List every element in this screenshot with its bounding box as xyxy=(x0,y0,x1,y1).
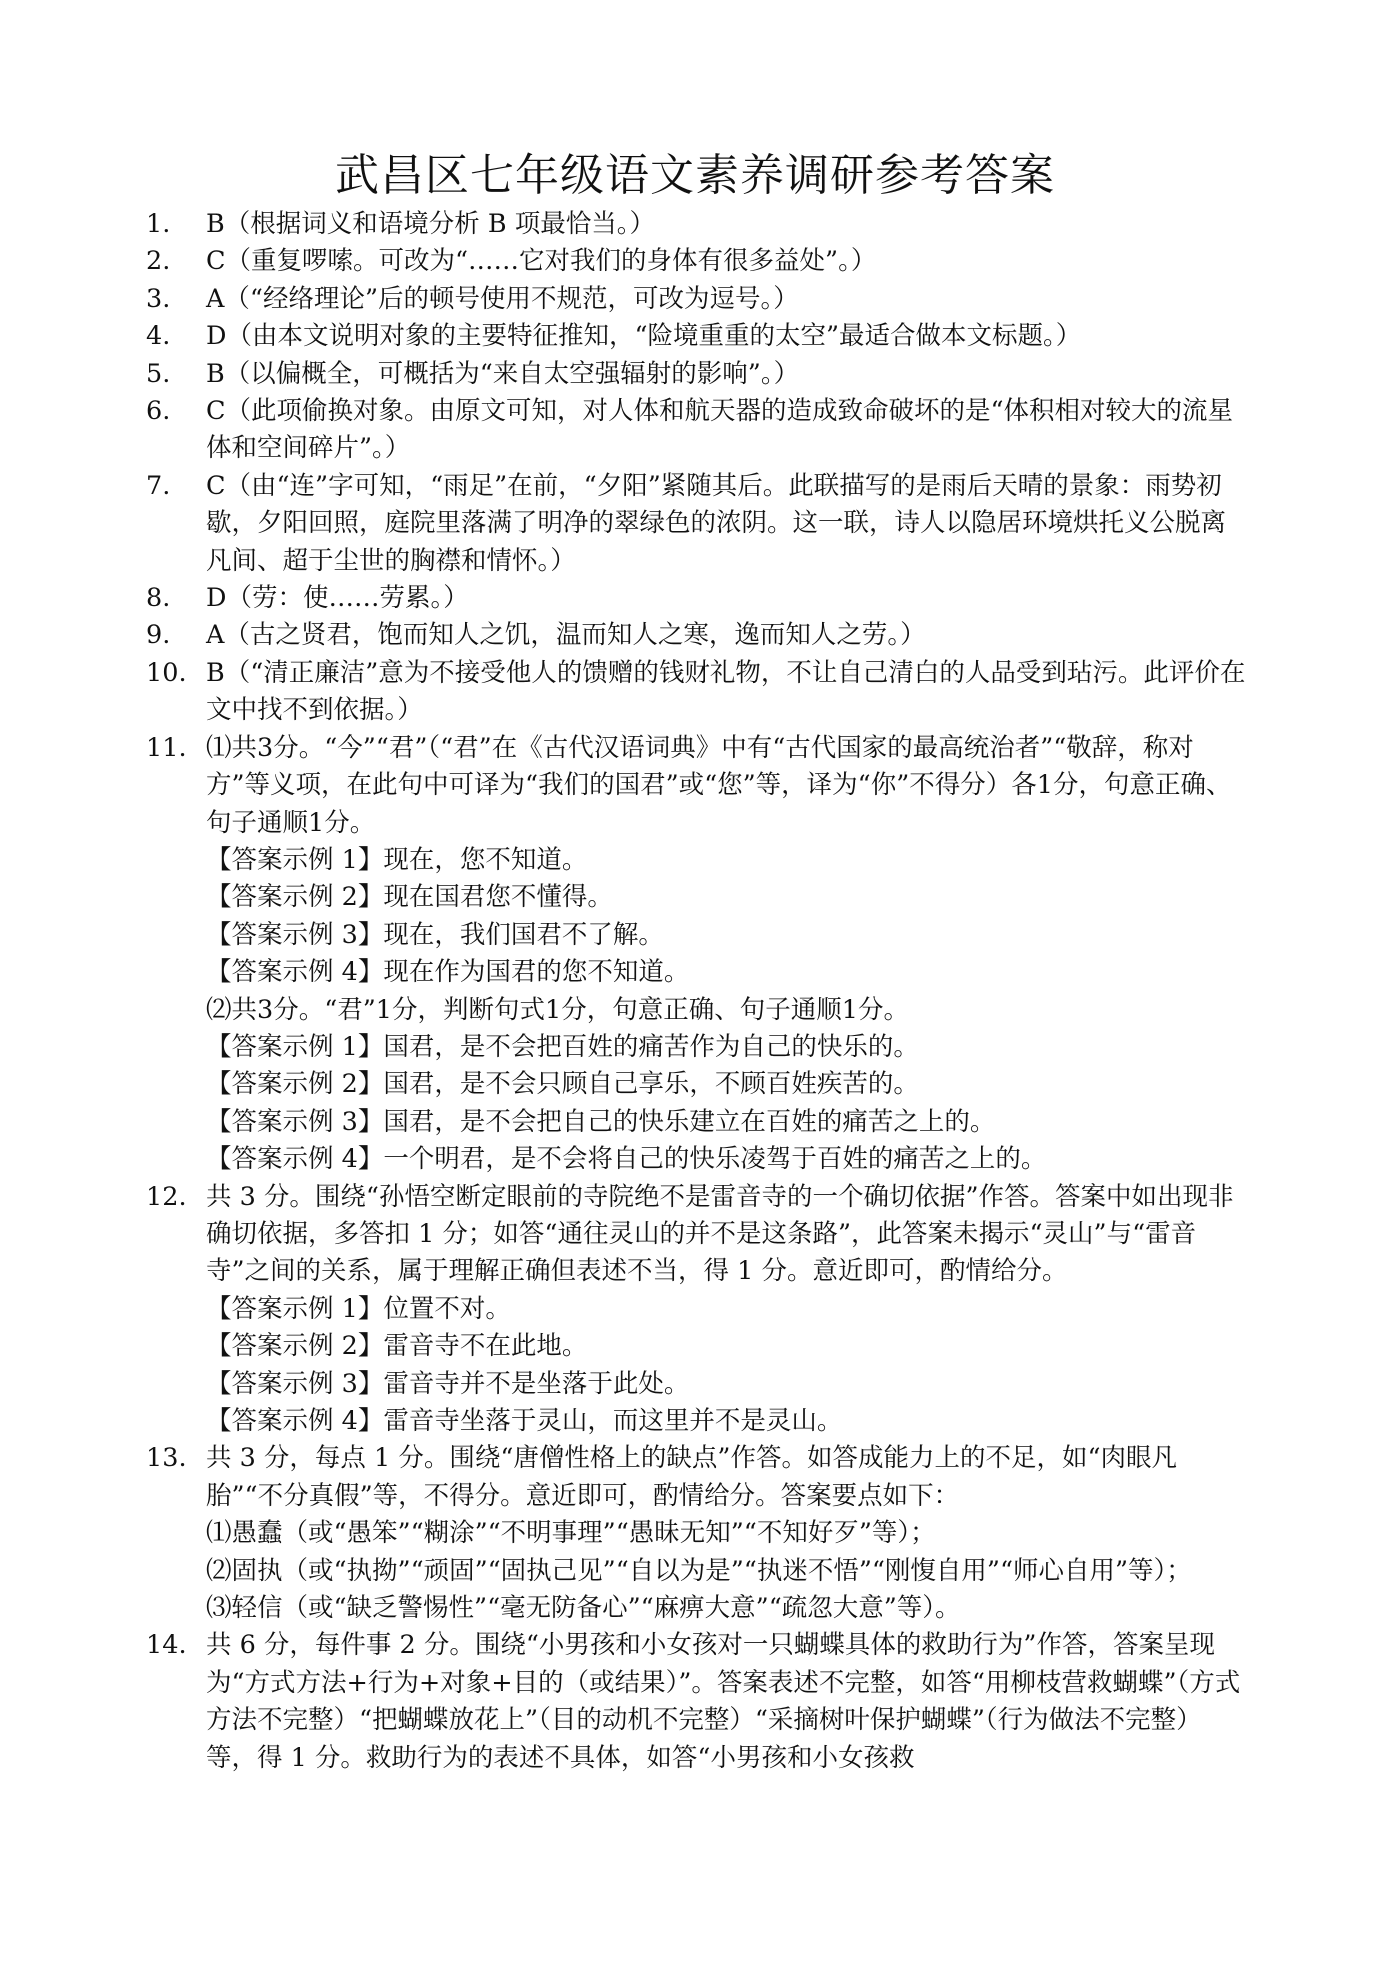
answer-line: A（“经络理论”后的顿号使用不规范，可改为逗号。） xyxy=(206,283,799,314)
answer-line: C（重复啰嗦。可改为“……它对我们的身体有很多益处”。） xyxy=(206,246,877,277)
answer-item xyxy=(146,655,1246,730)
answer-body xyxy=(206,356,1246,393)
answer-body xyxy=(206,243,1246,280)
answer-number: 6. xyxy=(146,396,171,427)
answer-body xyxy=(206,206,1246,243)
answer-item xyxy=(146,468,1246,580)
answer-item xyxy=(146,281,1246,318)
answer-number: 7. xyxy=(146,470,171,501)
answer-number: 3. xyxy=(146,283,171,314)
answer-line: ⑶轻信（或“缺乏警惕性”“毫无防备心”“麻痹大意”“疏忽大意”等）。 xyxy=(206,1593,961,1624)
answer-item xyxy=(146,1440,1246,1627)
answer-item xyxy=(146,393,1246,468)
answer-body xyxy=(206,1179,1246,1441)
answer-body xyxy=(206,1440,1246,1627)
answer-body xyxy=(206,655,1246,730)
answer-body xyxy=(206,468,1246,580)
answer-number: 11. xyxy=(146,732,187,763)
answer-line: 【答案示例 4】雷音寺坐落于灵山，而这里并不是灵山。 xyxy=(206,1406,843,1436)
answer-line: B（以偏概全，可概括为“来自太空强辐射的影响”。） xyxy=(206,358,800,389)
answer-line: B（根据词义和语境分析 B 项最恰当。） xyxy=(206,209,655,239)
answer-body xyxy=(206,580,1246,617)
answer-body xyxy=(206,281,1246,318)
answer-item xyxy=(146,356,1246,393)
answer-number: 10. xyxy=(146,657,187,688)
answer-item xyxy=(146,580,1246,617)
answer-line: C（此项偷换对象。由原文可知，对人体和航天器的造成致命破坏的是“体积相对较大的流星体和空间碎片”。） xyxy=(206,396,1234,464)
answer-line: 【答案示例 3】国君，是不会把自己的快乐建立在百姓的痛苦之上的。 xyxy=(206,1106,996,1137)
answer-line: D（劳：使……劳累。） xyxy=(206,583,469,614)
answer-item xyxy=(146,206,1246,243)
answer-number: 2. xyxy=(146,246,171,277)
answer-item xyxy=(146,243,1246,280)
answer-number: 13. xyxy=(146,1443,187,1474)
answer-line: 【答案示例 4】一个明君，是不会将自己的快乐凌驾于百姓的痛苦之上的。 xyxy=(206,1144,1047,1175)
answer-number: 8. xyxy=(146,583,171,614)
answer-line: 共 3 分，每点 1 分。围绕“唐僧性格上的缺点”作答。如答成能力上的不足，如“肉眼凡胎”“不分真假”等，不得分。意近即可，酌情给分。答案要点如下： xyxy=(206,1443,1177,1511)
answer-item xyxy=(146,617,1246,654)
answer-line: B（“清正廉洁”意为不接受他人的馈赠的钱财礼物，不让自己清白的人品受到玷污。此评价在文中找不到依据。） xyxy=(206,657,1246,726)
answer-number: 1. xyxy=(146,209,171,239)
answer-line: 【答案示例 2】现在国君您不懂得。 xyxy=(206,882,613,913)
answer-body xyxy=(206,730,1246,1179)
answer-number: 4. xyxy=(146,321,171,352)
answer-item xyxy=(146,1179,1246,1441)
answer-number: 14. xyxy=(146,1630,187,1661)
answer-line: 共 3 分。围绕“孙悟空断定眼前的寺院绝不是雷音寺的一个确切依据”作答。答案中如出现非确切依据，多答扣 1 分；如答“通往灵山的并不是这条路”，此答案未揭示“灵山”与“雷音寺”之间的关系，属于理解正确但表述不当，得 1 分。意近即可，酌情给分。 xyxy=(206,1181,1234,1287)
answer-line: 【答案示例 3】现在，我们国君不了解。 xyxy=(206,919,664,950)
answer-line: 【答案示例 1】国君，是不会把百姓的痛苦作为自己的快乐的。 xyxy=(206,1031,919,1062)
answer-line: 共 6 分，每件事 2 分。围绕“小男孩和小女孩对一只蝴蝶具体的救助行为”作答，答案呈现为“方式方法+行为+对象+目的（或结果）”。答案表述不完整，如答“用柳枝营救蝴蝶”（方式方法不完整）“把蝴蝶放花上”（目的动机不完整）“采摘树叶保护蝴蝶”（行为做法不完整）等，得 1 分。救助行为的表述不具体，如答“小男孩和小女孩救 xyxy=(206,1630,1241,1773)
answer-item xyxy=(146,730,1246,1179)
answer-body xyxy=(206,617,1246,654)
answer-line: 【答案示例 3】雷音寺并不是坐落于此处。 xyxy=(206,1368,690,1399)
answer-line: ⑵共3分。“君”1分，判断句式1分，句意正确、句子通顺1分。 xyxy=(206,994,909,1025)
answer-body xyxy=(206,393,1246,468)
answer-body xyxy=(206,318,1246,355)
answer-item xyxy=(146,318,1246,355)
answer-line: 【答案示例 1】现在，您不知道。 xyxy=(206,844,588,875)
answer-line: 【答案示例 2】雷音寺不在此地。 xyxy=(206,1331,588,1362)
answer-line: C（由“连”字可知，“雨足”在前，“夕阳”紧随其后。此联描写的是雨后天晴的景象：雨势初歇，夕阳回照，庭院里落满了明净的翠绿色的浓阴。这一联，诗人以隐居环境烘托义公脱离凡间、超于尘世的胸襟和情怀。） xyxy=(206,470,1227,576)
page-title: 武昌区七年级语文素养调研参考答案 xyxy=(335,150,1055,201)
answer-body xyxy=(206,1627,1246,1777)
answer-line: ⑵固执（或“执拗”“顽固”“固执己见”“自以为是”“执迷不悟”“刚愎自用”“师心自用”等）； xyxy=(206,1555,1192,1586)
answer-item xyxy=(146,1627,1246,1777)
answer-line: D（由本文说明对象的主要特征推知，“险境重重的太空”最适合做本文标题。） xyxy=(206,321,1082,352)
answer-line: 【答案示例 2】国君，是不会只顾自己享乐，不顾百姓疾苦的。 xyxy=(206,1069,919,1100)
answer-number: 12. xyxy=(146,1181,187,1212)
answer-line: 【答案示例 1】位置不对。 xyxy=(206,1293,511,1324)
answer-line: ⑴共3分。“今”“君”（“君”在《古代汉语词典》中有“古代国家的最高统治者”“敬辞，称对方”等义项，在此句中可译为“我们的国君”或“您”等，译为“你”不得分）各1分，句意正确、句子通顺1分。 xyxy=(206,732,1232,838)
answer-line: A（古之贤君，饱而知人之饥，温而知人之寒，逸而知人之劳。） xyxy=(206,620,926,651)
answer-line: ⑴愚蠢（或“愚笨”“糊涂”“不明事理”“愚昧无知”“不知好歹”等）； xyxy=(206,1518,936,1549)
answer-list xyxy=(146,206,1246,1777)
answer-number: 5. xyxy=(146,358,171,389)
answer-number: 9. xyxy=(146,620,171,651)
answer-line: 【答案示例 4】现在作为国君的您不知道。 xyxy=(206,957,690,988)
